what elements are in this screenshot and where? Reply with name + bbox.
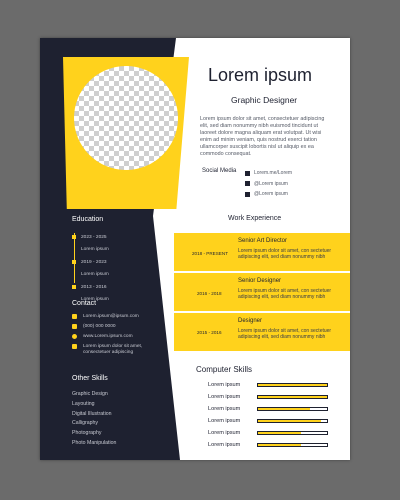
skill-item: Calligraphy xyxy=(72,420,98,427)
education-list xyxy=(72,231,109,306)
social-icon xyxy=(245,181,250,186)
work-date: 2015 - 2016 xyxy=(197,330,222,335)
phone-icon xyxy=(72,324,77,329)
skill-item: Layouting xyxy=(72,400,95,407)
computer-skill-bar xyxy=(257,419,328,424)
computer-skill-row xyxy=(208,394,328,400)
computer-skill-label: Lorem ipsum xyxy=(208,382,241,388)
computer-skill-row xyxy=(208,442,328,448)
other-skills-list xyxy=(72,390,116,449)
work-experience-title: Work Experience xyxy=(228,215,282,222)
computer-skill-label: Lorem ipsum xyxy=(208,442,241,448)
computer-skill-row xyxy=(208,418,328,424)
education-item: Lorem ipsum xyxy=(81,272,109,278)
computer-skill-row xyxy=(208,430,328,436)
work-desc: Lorem ipsum dolor sit amet, con sectetuer adipiscing elit, sed diam nonummy nibh xyxy=(238,328,332,340)
work-date: 2016 - 2018 xyxy=(197,291,222,296)
work-desc: Lorem ipsum dolor sit amet, con sectetuer adipiscing elit, sed diam nonummy nibh xyxy=(238,288,332,300)
education-title: Education xyxy=(72,216,104,223)
social-icon xyxy=(245,192,250,197)
timeline-dot xyxy=(72,260,76,264)
education-item: 2019 - 2023 xyxy=(72,256,109,269)
social-item[interactable]: @Lorem ipsum xyxy=(245,179,292,190)
computer-skill-row xyxy=(208,406,328,412)
skill-item: Graphic Design xyxy=(72,391,108,397)
computer-skill-bar xyxy=(257,443,328,448)
computer-skill-fill xyxy=(258,384,327,387)
about-text: Lorem ipsum dolor sit amet, consectetuer adipiscing elit, sed diam nonummy nibh euismod tincidunt ut laoreet dolore magna aliquam erat volutpat. Ut wisi enim ad minim veniam, quis nostrud exerci tation ullamcorper suscipit lobortis nisl ut aliquip ex ea commodo consequat. xyxy=(200,116,325,157)
work-date: 2018 - PRESENT xyxy=(192,251,228,256)
globe-icon xyxy=(72,334,77,339)
computer-skill-fill xyxy=(258,420,321,423)
computer-skill-bar xyxy=(257,395,328,400)
computer-skill-fill xyxy=(258,408,310,411)
contact-address: Lorem ipsum dolor sit amet, consectetuer adipiscing xyxy=(72,344,147,356)
profile-photo-placeholder xyxy=(74,66,178,170)
skill-item: Digital Illustration xyxy=(72,410,112,417)
contact-title: Contact xyxy=(72,300,97,307)
work-title: Senior Designer xyxy=(238,278,282,284)
resume-page xyxy=(40,38,350,460)
timeline-dot xyxy=(72,285,76,289)
social-icon xyxy=(245,171,250,176)
skill-item: Photography xyxy=(72,430,102,437)
computer-skill-fill xyxy=(258,432,301,435)
education-item: 2013 - 2016 xyxy=(72,281,109,294)
computer-skill-label: Lorem ipsum xyxy=(208,430,241,436)
contact-email[interactable]: Lorem.ipsum@ipsum.com xyxy=(72,314,147,319)
work-desc: Lorem ipsum dolor sit amet, con sectetuer adipiscing elit, sed diam nonummy nibh xyxy=(238,248,332,260)
computer-skill-label: Lorem ipsum xyxy=(208,418,241,424)
mail-icon xyxy=(72,314,77,319)
watermark: Adobe Stock | #334341168 xyxy=(342,388,348,460)
computer-skill-fill xyxy=(258,396,327,399)
social-media-title: Social Media xyxy=(202,168,237,174)
contact-website[interactable]: www.Lorem.ipsum.com xyxy=(72,334,147,339)
social-media-list xyxy=(245,168,292,200)
computer-skill-row xyxy=(208,382,328,388)
computer-skill-bar xyxy=(257,431,328,436)
candidate-role: Graphic Designer xyxy=(231,95,298,105)
timeline-dot xyxy=(72,235,76,239)
computer-skill-label: Lorem ipsum xyxy=(208,394,241,400)
skill-item: Photo Manipulation xyxy=(72,439,117,446)
other-skills-title: Other Skills xyxy=(72,375,108,382)
social-item[interactable]: @Lorem ipsum xyxy=(245,189,292,200)
computer-skill-bar xyxy=(257,407,328,412)
contact-phone[interactable]: (000) 000 0000 xyxy=(72,324,147,329)
computer-skill-bar xyxy=(257,383,328,388)
work-title: Designer xyxy=(238,318,263,324)
work-title: Senior Art Director xyxy=(238,238,288,244)
contact-list xyxy=(72,314,147,361)
candidate-name: Lorem ipsum xyxy=(208,65,313,85)
computer-skill-label: Lorem ipsum xyxy=(208,406,241,412)
education-item: 2023 - 2025 xyxy=(72,231,109,244)
computer-skill-fill xyxy=(258,444,301,447)
education-item: Lorem ipsum xyxy=(81,297,109,303)
home-icon xyxy=(72,344,77,349)
social-item[interactable]: Lorem.me/Lorem xyxy=(245,168,292,179)
computer-skills-title: Computer Skills xyxy=(196,365,253,374)
education-item: Lorem ipsum xyxy=(81,247,109,253)
